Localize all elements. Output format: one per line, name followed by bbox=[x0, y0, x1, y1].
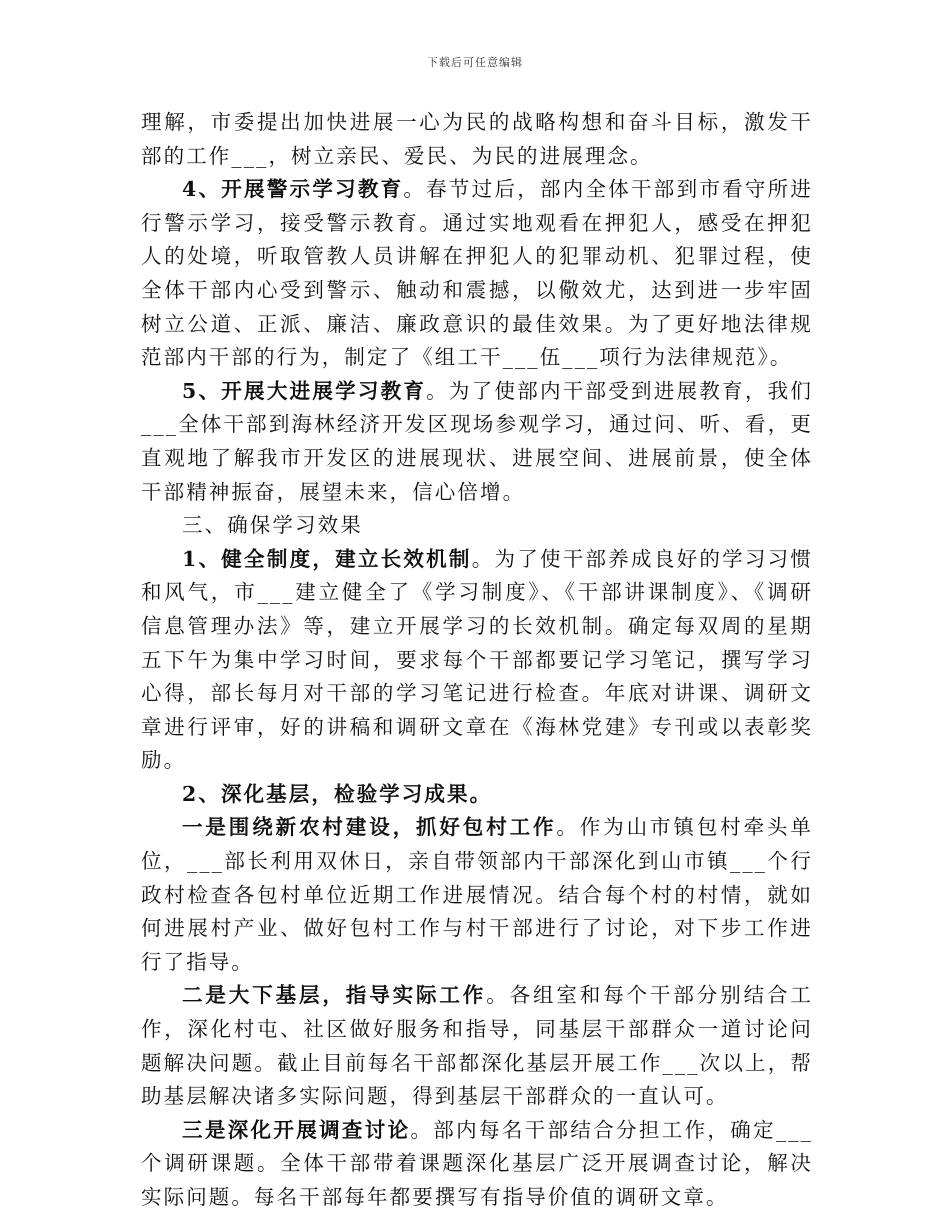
paragraph-text: 。部内每名干部结合分担工作，确定___个调研课题。全体干部带着课题深化基层广泛开展调查讨论，解决实际问题。每名干部每年都要撰写有指导价值的调研文章。 bbox=[141, 1117, 814, 1209]
paragraph-text: 。为了使部内干部受到进展教育，我们___全体干部到海林经济开发区现场参观学习，通过问、听、看，更直观地了解我市开发区的进展现状、进展空间、进展前景，使全体干部精神振奋，展望未来，信心倍增。 bbox=[141, 378, 813, 504]
paragraph-grassroots-guidance bbox=[141, 979, 813, 1113]
paragraph-text: 。为了使干部养成良好的学习习惯和风气，市___建立健全了《学习制度》、《干部讲课制度》、《调研信息管理办法》等，建立开展学习的长效机制。确定每双周的星期五下午为集中学习时间，要求每个干部都要记学习笔记，撰写学习心得，部长每月对干部的学习笔记进行检查。年底对讲课、调研文章进行评审，好的讲稿和调研文章在《海林党建》专刊或以表彰奖励。 bbox=[141, 546, 813, 773]
paragraph-warning-education bbox=[141, 173, 813, 375]
document-body bbox=[141, 106, 813, 1215]
page-header: 下载后可任意编辑 bbox=[427, 56, 523, 69]
section-heading-text: 三、确保学习效果 bbox=[182, 513, 363, 538]
section-heading-ensure-effect bbox=[141, 509, 813, 543]
paragraph-intro-continuation bbox=[141, 106, 813, 173]
paragraph-text: 。春节过后，部内全体干部到市看守所进行警示学习，接受警示教育。通过实地观看在押犯人，感受在押犯人的处境，听取管教人员讲解在押犯人的犯罪动机、犯罪过程，使全体干部内心受到警示、触动和震撼，以儆效尤，达到进一步牢固树立公道、正派、廉洁、廉政意识的最佳效果。为了更好地法律规范部内干部的行为，制定了《组工干___伍___项行为法律规范》。 bbox=[141, 177, 813, 370]
paragraph-heading: 2、深化基层，检验学习成果。 bbox=[182, 781, 493, 806]
paragraph-text: 理解，市委提出加快进展一心为民的战略构想和奋斗目标，激发干部的工作___，树立亲民、爱民、为民的进展理念。 bbox=[141, 110, 813, 168]
paragraph-text: 。作为山市镇包村牵头单位，___部长利用双休日，亲自带领部内干部深化到山市镇___个行政村检查各包村单位近期工作进展情况。结合每个村的村情，就如何进展村产业、做好包村工作与村干部进行了讨论，对下步工作进行了指导。 bbox=[141, 815, 813, 974]
paragraph-research bbox=[141, 1114, 813, 1215]
paragraph-heading: 4、开展警示学习教育 bbox=[182, 177, 404, 202]
paragraph-village-work bbox=[141, 811, 813, 979]
paragraph-development-education bbox=[141, 375, 813, 509]
paragraph-improve-system bbox=[141, 543, 813, 778]
paragraph-heading: 5、开展大进展学习教育 bbox=[182, 378, 427, 403]
paragraph-heading: 一是围绕新农村建设，抓好包村工作 bbox=[182, 815, 557, 840]
paragraph-heading: 二是大下基层，指导实际工作 bbox=[182, 983, 487, 1008]
paragraph-heading: 三是深化开展调查讨论 bbox=[182, 1117, 411, 1142]
paragraph-text: 。各组室和每个干部分别结合工作，深化村屯、社区做好服务和指导，同基层干部群众一道讨论问题解决问题。截止目前每名干部都深化基层开展工作___次以上，帮助基层解决诸多实际问题，得到基层干部群众的一直认可。 bbox=[141, 983, 813, 1109]
paragraph-heading: 1、健全制度，建立长效机制 bbox=[182, 546, 472, 571]
paragraph-deepen-grassroots bbox=[141, 778, 813, 812]
